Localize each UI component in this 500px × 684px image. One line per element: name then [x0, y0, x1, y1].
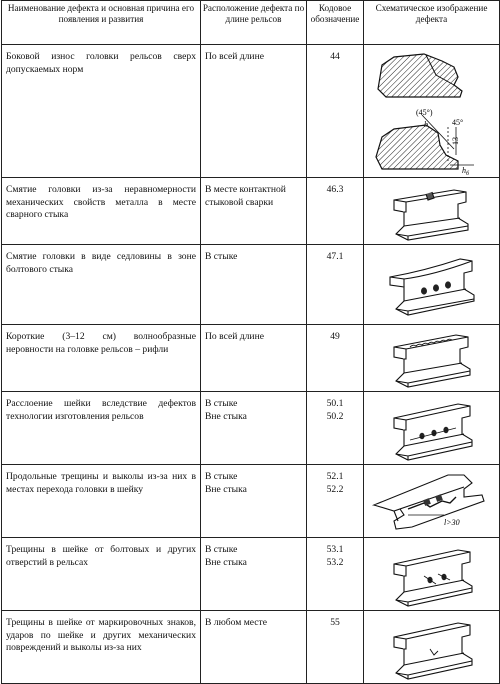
rail-corrugation-sketch	[364, 325, 500, 391]
defect-name: Боковой износ головки рельсов сверх допускаемых норм	[2, 45, 201, 178]
defect-location	[201, 465, 307, 538]
defect-illustration	[364, 611, 500, 684]
defect-code	[307, 538, 364, 611]
defect-name: Смятие головки в виде седловины в зоне болтового стыка	[2, 245, 201, 325]
defect-illustration	[364, 245, 500, 325]
defect-illustration	[364, 178, 500, 245]
location-line: В месте контактной стыковой сварки	[205, 184, 286, 208]
defect-name: Трещины в шейке от болтовых и других отверстий в рельсах	[2, 538, 201, 611]
location-line: В стыке	[205, 471, 238, 482]
defect-name: Расслоение шейки вследствие дефектов технологии изготовления рельсов	[2, 392, 201, 465]
table-row	[2, 245, 500, 325]
rail-web-mark-crack-sketch	[364, 611, 500, 683]
code-line: 55	[330, 617, 340, 628]
header-location: Расположение дефекта по длине рельсов	[201, 1, 307, 45]
code-line: 49	[330, 331, 340, 342]
code-line: 50.1	[326, 398, 344, 409]
rail-bolt-hole-crack-sketch	[364, 538, 500, 610]
defect-code	[307, 465, 364, 538]
header-defect-name: Наименование дефекта и основная причина его появления и развития	[2, 1, 201, 45]
hb-label: $h_б$	[462, 166, 470, 177]
header-illustration: Схематическое изображение дефекта	[364, 1, 500, 45]
code-line: 53.2	[326, 556, 344, 568]
defect-name: Смятие головки из-за неравномерности механических свойств металла в месте сварного стыка	[2, 178, 201, 245]
defect-location	[201, 325, 307, 392]
rail-web-delamination-sketch	[364, 392, 500, 464]
defect-location	[201, 611, 307, 684]
crack-length-label: l>30	[444, 518, 460, 527]
table-row	[2, 325, 500, 392]
location-line: В стыке	[205, 398, 238, 409]
defect-illustration	[364, 465, 500, 538]
angle-label-2: 45°	[452, 118, 464, 127]
defect-location	[201, 392, 307, 465]
defect-name: Трещины в шейке от маркировочных знаков, ударов по шейке и других механических повреждений и выколы из-за них	[2, 611, 201, 684]
code-line: 50.2	[326, 410, 344, 422]
table-row	[2, 611, 500, 684]
defects-table	[1, 0, 500, 684]
table-row	[2, 392, 500, 465]
code-line: 46.3	[326, 184, 344, 195]
code-line: 47.1	[326, 251, 344, 262]
code-line: 52.2	[326, 483, 344, 495]
angle-label-1: (45°)	[416, 108, 433, 117]
table-row	[2, 178, 500, 245]
location-line: В стыке	[205, 251, 238, 262]
code-line: 52.1	[326, 471, 344, 482]
defect-location	[201, 245, 307, 325]
defect-code	[307, 178, 364, 245]
rail-longitudinal-crack-sketch	[364, 465, 500, 537]
location-line: По всей длине	[205, 331, 264, 342]
b-label: b	[424, 120, 428, 129]
defect-code	[307, 611, 364, 684]
rail-weld-crush-sketch	[364, 178, 500, 244]
side-wear-cross-section-diagram	[364, 45, 500, 177]
table-row	[2, 538, 500, 611]
defect-name: Продольные трещины и выколы из-за них в местах перехода головки в шейку	[2, 465, 201, 538]
table-row	[2, 45, 500, 178]
header-row	[2, 1, 500, 45]
defect-code	[307, 392, 364, 465]
defect-code	[307, 325, 364, 392]
defect-location	[201, 178, 307, 245]
defect-illustration	[364, 325, 500, 392]
defect-location	[201, 45, 307, 178]
code-line: 53.1	[326, 544, 344, 555]
defect-location	[201, 538, 307, 611]
location-line: Вне стыка	[205, 483, 247, 495]
defect-code	[307, 245, 364, 325]
defect-illustration	[364, 45, 500, 178]
location-line: Вне стыка	[205, 556, 247, 568]
table-row	[2, 465, 500, 538]
location-line: В любом месте	[205, 617, 267, 628]
location-line: В стыке	[205, 544, 238, 555]
code-line: 44	[330, 51, 340, 62]
header-code: Кодовое обозначение	[307, 1, 364, 45]
location-line: Вне стыка	[205, 410, 247, 422]
dim-label: 13	[451, 137, 460, 145]
defect-name: Короткие (3–12 см) волнообразные неровности на головке рельсов – рифли	[2, 325, 201, 392]
defect-illustration	[364, 538, 500, 611]
defect-illustration	[364, 392, 500, 465]
location-line: По всей длине	[205, 51, 264, 62]
rail-saddle-crush-sketch	[364, 245, 500, 324]
defect-code	[307, 45, 364, 178]
